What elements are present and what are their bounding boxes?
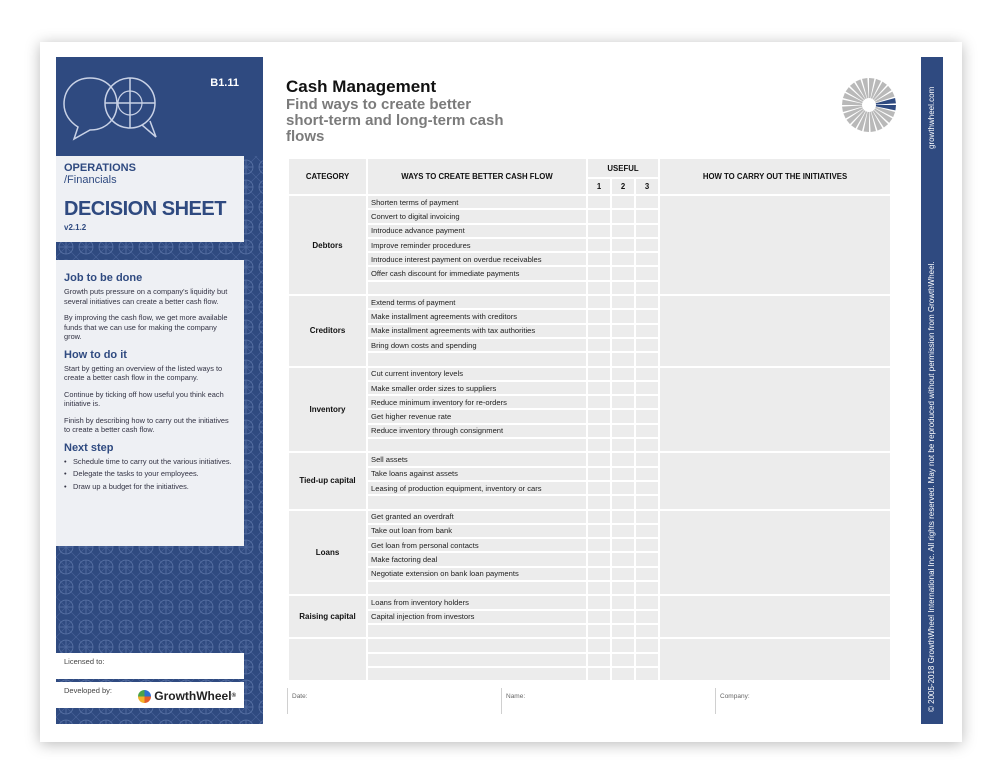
useful-1-checkbox[interactable] [587, 395, 611, 409]
way-cell: Convert to digital invoicing [367, 209, 587, 223]
useful-3-checkbox[interactable] [635, 395, 659, 409]
useful-header: USEFUL [587, 158, 659, 178]
developed-by-label: Developed by: [64, 686, 112, 695]
useful-3-checkbox[interactable] [635, 538, 659, 552]
how-heading: How to do it [64, 348, 127, 361]
page-subtitle: Find ways to create better short-term and long-term cash flows [286, 96, 504, 145]
useful-3-checkbox[interactable] [635, 510, 659, 524]
way-cell: Make installment agreements with creditors [367, 309, 587, 323]
useful-3-checkbox[interactable] [635, 581, 659, 595]
useful-3-checkbox[interactable] [635, 552, 659, 566]
way-cell: Make installment agreements with tax authorities [367, 324, 587, 338]
how-text-2: Continue by ticking off how useful you think each initiative is. [64, 389, 224, 408]
table-row [288, 295, 891, 309]
company-field[interactable] [715, 688, 899, 714]
date-field[interactable] [287, 688, 501, 714]
next-steps-list [64, 457, 236, 492]
useful-2-checkbox[interactable] [611, 395, 635, 409]
useful-3-checkbox[interactable] [635, 324, 659, 338]
useful-1-checkbox[interactable] [587, 495, 611, 509]
brand-name: GrowthWheel [154, 689, 232, 703]
table-row [288, 195, 891, 209]
useful-3-checkbox[interactable] [635, 381, 659, 395]
useful-2-checkbox[interactable] [611, 610, 635, 624]
useful-2-checkbox[interactable] [611, 495, 635, 509]
category-header: CATEGORY [288, 158, 367, 195]
ways-header: WAYS TO CREATE BETTER CASH FLOW [367, 158, 587, 195]
useful-2-header: 2 [611, 178, 635, 195]
job-text-2: By improving the cash flow, we get more available funds that we can use for making the company grow. [64, 313, 228, 341]
useful-2-checkbox[interactable] [611, 552, 635, 566]
way-cell: Shorten terms of payment [367, 195, 587, 209]
cash-flow-table [287, 157, 892, 682]
sidebar [56, 57, 263, 724]
way-cell: Offer cash discount for immediate payments [367, 266, 587, 280]
useful-2-checkbox[interactable] [611, 467, 635, 481]
category-cell: Raising capital [288, 595, 367, 638]
way-cell[interactable] [367, 624, 587, 638]
how-to-cell[interactable] [659, 595, 891, 638]
way-cell[interactable] [367, 638, 587, 652]
useful-1-checkbox[interactable] [587, 409, 611, 423]
table-row [288, 595, 891, 609]
useful-2-checkbox[interactable] [611, 352, 635, 366]
useful-3-checkbox[interactable] [635, 467, 659, 481]
way-cell: Cut current inventory levels [367, 367, 587, 381]
licensed-to-label: Licensed to: [64, 657, 105, 666]
developed-by [56, 682, 244, 708]
way-cell[interactable] [367, 281, 587, 295]
way-cell: Introduce interest payment on overdue receivables [367, 252, 587, 266]
useful-3-checkbox[interactable] [635, 638, 659, 652]
table-row [288, 367, 891, 381]
category-cell [288, 638, 367, 681]
useful-1-checkbox[interactable] [587, 424, 611, 438]
useful-2-checkbox[interactable] [611, 309, 635, 323]
instructions-box [56, 260, 244, 546]
useful-2-checkbox[interactable] [611, 266, 635, 280]
useful-2-checkbox[interactable] [611, 324, 635, 338]
useful-1-checkbox[interactable] [587, 552, 611, 566]
way-cell: Sell assets [367, 452, 587, 466]
sheet-title: DECISION SHEET [64, 198, 226, 220]
way-cell: Bring down costs and spending [367, 338, 587, 352]
useful-3-checkbox[interactable] [635, 438, 659, 452]
useful-1-checkbox[interactable] [587, 624, 611, 638]
how-to-cell[interactable] [659, 195, 891, 295]
useful-2-checkbox[interactable] [611, 281, 635, 295]
useful-2-checkbox[interactable] [611, 367, 635, 381]
company-label: Company: [720, 693, 750, 700]
useful-3-checkbox[interactable] [635, 667, 659, 681]
useful-3-checkbox[interactable] [635, 481, 659, 495]
useful-2-checkbox[interactable] [611, 338, 635, 352]
useful-3-checkbox[interactable] [635, 653, 659, 667]
next-step-item: • Delegate the tasks to your employees. [64, 469, 236, 479]
useful-3-checkbox[interactable] [635, 610, 659, 624]
useful-1-checkbox[interactable] [587, 438, 611, 452]
category-cell: Debtors [288, 195, 367, 295]
useful-1-checkbox[interactable] [587, 367, 611, 381]
useful-1-header: 1 [587, 178, 611, 195]
way-cell: Take out loan from bank [367, 524, 587, 538]
useful-3-checkbox[interactable] [635, 266, 659, 280]
way-cell[interactable] [367, 667, 587, 681]
useful-2-checkbox[interactable] [611, 438, 635, 452]
useful-3-checkbox[interactable] [635, 295, 659, 309]
useful-2-checkbox[interactable] [611, 295, 635, 309]
next-step-item: • Schedule time to carry out the various initiatives. [64, 457, 236, 467]
speech-bubbles-icon [62, 73, 162, 143]
way-cell[interactable] [367, 438, 587, 452]
useful-1-checkbox[interactable] [587, 581, 611, 595]
way-cell: Get higher revenue rate [367, 409, 587, 423]
website-url: growthwheel.com [927, 86, 936, 149]
useful-3-checkbox[interactable] [635, 495, 659, 509]
useful-2-checkbox[interactable] [611, 252, 635, 266]
category-cell: Inventory [288, 367, 367, 453]
useful-3-checkbox[interactable] [635, 624, 659, 638]
name-label: Name: [506, 693, 526, 700]
useful-3-checkbox[interactable] [635, 424, 659, 438]
sheet-code: B1.11 [210, 77, 239, 89]
way-cell: Make smaller order sizes to suppliers [367, 381, 587, 395]
table-row [288, 510, 891, 524]
useful-3-checkbox[interactable] [635, 524, 659, 538]
way-cell[interactable] [367, 495, 587, 509]
how-text-3: Finish by describing how to carry out the initiatives to create a better cash flow. [64, 415, 229, 434]
useful-1-checkbox[interactable] [587, 510, 611, 524]
useful-2-checkbox[interactable] [611, 567, 635, 581]
useful-2-checkbox[interactable] [611, 581, 635, 595]
useful-3-header: 3 [635, 178, 659, 195]
way-cell: Reduce inventory through consignment [367, 424, 587, 438]
job-heading: Job to be done [64, 272, 143, 284]
useful-1-checkbox[interactable] [587, 524, 611, 538]
useful-2-checkbox[interactable] [611, 667, 635, 681]
useful-1-checkbox[interactable] [587, 238, 611, 252]
how-header: HOW TO CARRY OUT THE INITIATIVES [659, 158, 891, 195]
category-label: OPERATIONS [64, 162, 136, 174]
useful-3-checkbox[interactable] [635, 195, 659, 209]
way-cell: Make factoring deal [367, 552, 587, 566]
category-cell: Tied-up capital [288, 452, 367, 509]
useful-3-checkbox[interactable] [635, 209, 659, 223]
decision-sheet [40, 42, 962, 742]
useful-2-checkbox[interactable] [611, 481, 635, 495]
useful-1-checkbox[interactable] [587, 195, 611, 209]
useful-3-checkbox[interactable] [635, 567, 659, 581]
useful-1-checkbox[interactable] [587, 266, 611, 280]
useful-2-checkbox[interactable] [611, 238, 635, 252]
useful-2-checkbox[interactable] [611, 595, 635, 609]
useful-1-checkbox[interactable] [587, 481, 611, 495]
useful-1-checkbox[interactable] [587, 610, 611, 624]
useful-1-checkbox[interactable] [587, 381, 611, 395]
useful-1-checkbox[interactable] [587, 595, 611, 609]
name-field[interactable] [501, 688, 715, 714]
useful-3-checkbox[interactable] [635, 338, 659, 352]
useful-1-checkbox[interactable] [587, 538, 611, 552]
useful-3-checkbox[interactable] [635, 352, 659, 366]
useful-1-checkbox[interactable] [587, 209, 611, 223]
useful-1-checkbox[interactable] [587, 309, 611, 323]
useful-1-checkbox[interactable] [587, 324, 611, 338]
useful-2-checkbox[interactable] [611, 195, 635, 209]
subcategory-label: /Financials [64, 174, 117, 186]
useful-2-checkbox[interactable] [611, 381, 635, 395]
category-cell: Creditors [288, 295, 367, 366]
useful-1-checkbox[interactable] [587, 252, 611, 266]
useful-2-checkbox[interactable] [611, 409, 635, 423]
how-to-cell[interactable] [659, 295, 891, 366]
useful-1-checkbox[interactable] [587, 224, 611, 238]
useful-1-checkbox[interactable] [587, 281, 611, 295]
useful-1-checkbox[interactable] [587, 467, 611, 481]
useful-1-checkbox[interactable] [587, 638, 611, 652]
useful-3-checkbox[interactable] [635, 452, 659, 466]
useful-3-checkbox[interactable] [635, 252, 659, 266]
how-to-cell[interactable] [659, 452, 891, 509]
right-strip [921, 57, 943, 724]
useful-1-checkbox[interactable] [587, 653, 611, 667]
useful-1-checkbox[interactable] [587, 295, 611, 309]
useful-3-checkbox[interactable] [635, 224, 659, 238]
way-cell[interactable] [367, 352, 587, 366]
useful-1-checkbox[interactable] [587, 338, 611, 352]
how-to-cell[interactable] [659, 638, 891, 681]
useful-2-checkbox[interactable] [611, 638, 635, 652]
brand-mark: ® [231, 693, 236, 699]
next-step-item: • Draw up a budget for the initiatives. [64, 482, 236, 492]
useful-2-checkbox[interactable] [611, 510, 635, 524]
useful-2-checkbox[interactable] [611, 624, 635, 638]
how-to-cell[interactable] [659, 510, 891, 596]
page-title: Cash Management [286, 77, 437, 96]
way-cell: Negotiate extension on bank loan payments [367, 567, 587, 581]
useful-3-checkbox[interactable] [635, 238, 659, 252]
useful-2-checkbox[interactable] [611, 653, 635, 667]
way-cell: Improve reminder procedures [367, 238, 587, 252]
useful-1-checkbox[interactable] [587, 352, 611, 366]
version-label: v2.1.2 [64, 223, 87, 232]
useful-2-checkbox[interactable] [611, 452, 635, 466]
way-cell: Take loans against assets [367, 467, 587, 481]
way-cell: Leasing of production equipment, inventory or cars [367, 481, 587, 495]
licensed-to-field[interactable] [56, 653, 244, 679]
useful-2-checkbox[interactable] [611, 524, 635, 538]
useful-2-checkbox[interactable] [611, 209, 635, 223]
useful-1-checkbox[interactable] [587, 567, 611, 581]
signature-fields [287, 688, 899, 714]
copyright-notice: © 2005-2018 GrowthWheel International Inc. All rights reserved. May not be reproduced without permission from GrowthWheel. [927, 261, 936, 712]
next-heading: Next step [64, 441, 114, 454]
useful-2-checkbox[interactable] [611, 538, 635, 552]
way-cell: Get loan from personal contacts [367, 538, 587, 552]
way-cell: Extend terms of payment [367, 295, 587, 309]
date-label: Date: [292, 693, 308, 700]
useful-1-checkbox[interactable] [587, 452, 611, 466]
sheet-identity [56, 156, 244, 242]
useful-3-checkbox[interactable] [635, 595, 659, 609]
way-cell: Loans from inventory holders [367, 595, 587, 609]
how-text-1: Start by getting an overview of the listed ways to create a better cash flow in the company. [64, 363, 223, 382]
way-cell: Reduce minimum inventory for re-orders [367, 395, 587, 409]
useful-3-checkbox[interactable] [635, 309, 659, 323]
useful-2-checkbox[interactable] [611, 424, 635, 438]
useful-3-checkbox[interactable] [635, 409, 659, 423]
useful-1-checkbox[interactable] [587, 667, 611, 681]
way-cell[interactable] [367, 653, 587, 667]
table-row [288, 452, 891, 466]
useful-2-checkbox[interactable] [611, 224, 635, 238]
growthwheel-logo [138, 689, 236, 703]
growth-wheel-icon [840, 76, 898, 134]
way-cell[interactable] [367, 581, 587, 595]
category-cell: Loans [288, 510, 367, 596]
way-cell: Introduce advance payment [367, 224, 587, 238]
way-cell: Get granted an overdraft [367, 510, 587, 524]
useful-3-checkbox[interactable] [635, 281, 659, 295]
growthwheel-logo-icon [138, 690, 151, 703]
how-to-cell[interactable] [659, 367, 891, 453]
job-text-1: Growth puts pressure on a company's liquidity but several initiatives can create a better cash flow. [64, 287, 228, 306]
useful-3-checkbox[interactable] [635, 367, 659, 381]
way-cell: Capital injection from investors [367, 610, 587, 624]
table-row [288, 638, 891, 652]
